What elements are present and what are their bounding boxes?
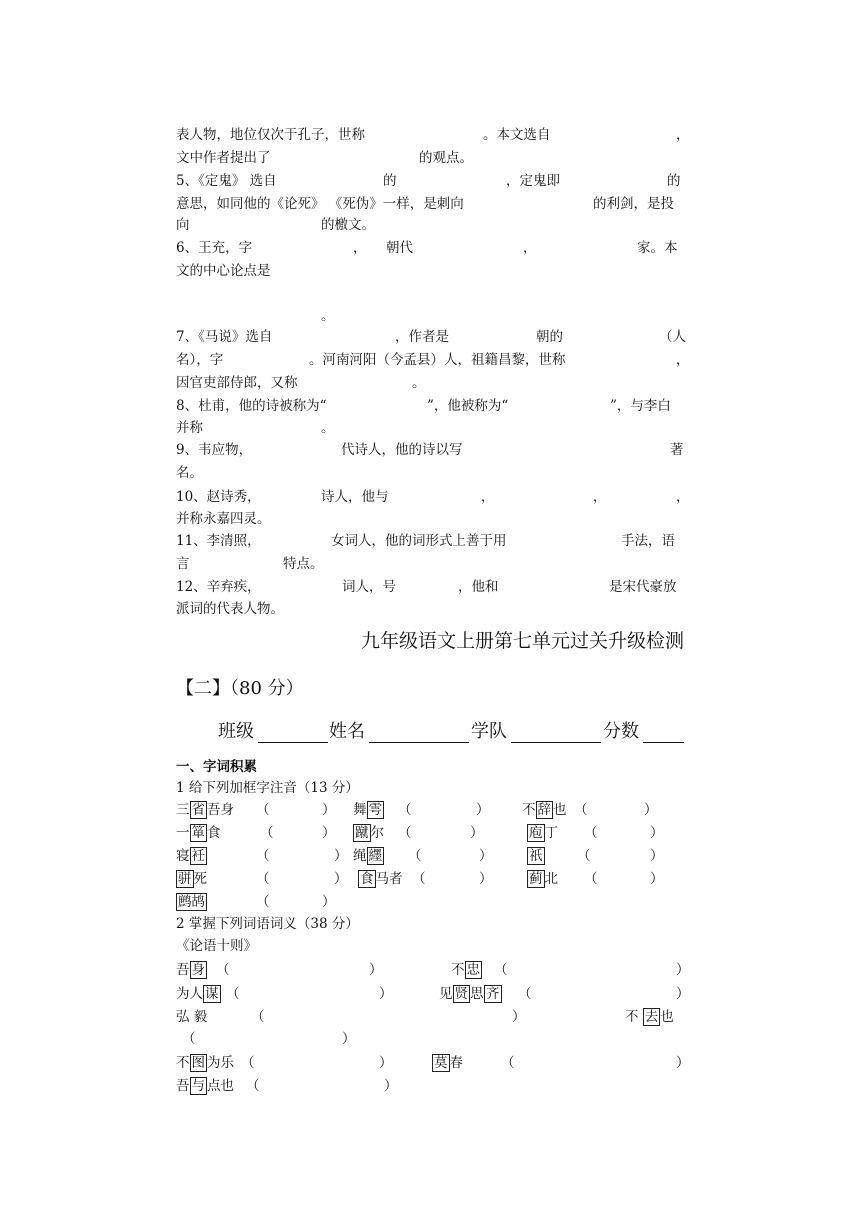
text-line bbox=[176, 237, 684, 259]
line-text: ”，他被称为“ bbox=[427, 398, 509, 414]
boxed-word: 绳 纆 bbox=[353, 848, 382, 864]
question-line bbox=[176, 891, 684, 913]
line-text: ） bbox=[322, 825, 336, 841]
line-text: ） bbox=[650, 825, 664, 841]
text-line bbox=[176, 170, 684, 192]
text-line bbox=[176, 147, 684, 169]
line-text: ） bbox=[379, 1055, 393, 1071]
text-line bbox=[176, 530, 684, 552]
line-text: （ bbox=[574, 802, 588, 818]
line-text: ”，与李白 bbox=[610, 398, 671, 414]
text-line bbox=[176, 395, 684, 417]
line-text: ，定鬼即 bbox=[506, 173, 560, 189]
boxed-char: 蓟 bbox=[529, 871, 543, 887]
line-text: （ bbox=[501, 1055, 515, 1071]
line-text: 名），字 bbox=[176, 352, 224, 368]
line-text: ） bbox=[322, 802, 336, 818]
line-text: 的檄文。 bbox=[321, 217, 375, 233]
line-text: 意思，如同他的《论死》 《死伪》一样，是刺向 bbox=[176, 196, 464, 212]
line-text: （ bbox=[216, 962, 230, 978]
line-text: ， bbox=[676, 352, 690, 368]
boxed-char: 纆 bbox=[368, 848, 382, 864]
text-line bbox=[176, 462, 684, 484]
boxed-char: 省 bbox=[191, 802, 205, 818]
question-line bbox=[176, 935, 684, 957]
line-text: 女词人，他的词形式上善于用 bbox=[331, 533, 507, 549]
text-line bbox=[176, 372, 684, 394]
question-line bbox=[176, 913, 684, 935]
class-blank[interactable] bbox=[258, 742, 328, 743]
line-text: ） bbox=[470, 825, 484, 841]
line-text: 的 bbox=[383, 173, 397, 189]
line-text: ， bbox=[676, 127, 690, 143]
class-label: 班级 bbox=[218, 721, 254, 742]
line-text: ） bbox=[676, 1055, 690, 1071]
line-text: （ bbox=[241, 1055, 255, 1071]
line-text: 派词的代表人物。 bbox=[176, 601, 284, 617]
line-text: 。 bbox=[321, 308, 335, 324]
line-text: ， bbox=[523, 240, 537, 256]
text-line bbox=[176, 553, 684, 575]
line-text: 代诗人，他的诗以写 bbox=[341, 442, 463, 458]
question-line bbox=[176, 1006, 684, 1028]
line-text: （ bbox=[412, 871, 426, 887]
boxed-char: 箪 bbox=[191, 825, 205, 841]
line-text: ） bbox=[479, 871, 493, 887]
line-text: ，他和 bbox=[458, 579, 499, 595]
test-title: 九年级语文上册第七单元过关升级检测 bbox=[360, 630, 684, 652]
line-text: 名。 bbox=[176, 465, 203, 481]
line-text: ， bbox=[481, 489, 495, 505]
team-label: 学队 bbox=[471, 721, 507, 742]
line-text: 的观点。 bbox=[419, 150, 473, 166]
question-line bbox=[176, 959, 690, 981]
text-line bbox=[176, 486, 690, 508]
line-text: （ bbox=[226, 986, 240, 1002]
line-text: 并称永嘉四灵。 bbox=[176, 511, 271, 527]
line-text: 因官吏部侍郎，又称 bbox=[176, 375, 298, 391]
boxed-word: 不 图 为乐 bbox=[176, 1055, 234, 1071]
text-line bbox=[176, 124, 690, 146]
boxed-word bbox=[176, 891, 207, 913]
score-blank[interactable] bbox=[643, 742, 684, 743]
boxed-char: 雩 bbox=[368, 802, 382, 818]
line-text: ） bbox=[342, 1031, 356, 1047]
line-text: 8、杜甫，他的诗被称为“ bbox=[176, 398, 327, 414]
line-text: 表人物，地位仅次于孔子，世称 bbox=[176, 127, 365, 143]
boxed-char: 与 bbox=[191, 1078, 205, 1094]
boxed-word: 不 去 也 bbox=[625, 1009, 674, 1025]
line-text: ） bbox=[650, 871, 664, 887]
text-line bbox=[176, 439, 684, 461]
part1-heading: 一、字词积累 bbox=[176, 759, 257, 775]
boxed-word: 一 箪 食 bbox=[176, 825, 221, 841]
line-text: ， bbox=[676, 489, 690, 505]
line-text: （ bbox=[260, 825, 274, 841]
question-line bbox=[176, 845, 684, 867]
line-text: 。 bbox=[321, 420, 335, 436]
name-blank[interactable] bbox=[369, 742, 469, 743]
boxed-char: 骈 bbox=[178, 871, 192, 887]
line-text: 。河南河阳（今孟县）人，祖籍昌黎，世称 bbox=[309, 352, 566, 368]
line-text: ） bbox=[676, 962, 690, 978]
boxed-char: 齐 bbox=[486, 986, 500, 1002]
boxed-word: 庖 丁 bbox=[529, 825, 558, 841]
line-text: ） bbox=[476, 802, 490, 818]
boxed-word: 三 省 吾身 bbox=[176, 802, 234, 818]
line-text: 的利剑，是投 bbox=[593, 196, 674, 212]
line-text: ） bbox=[384, 1078, 398, 1094]
line-text: 言 bbox=[176, 556, 190, 572]
boxed-char: 鹧鸪 bbox=[178, 894, 205, 910]
text-line bbox=[176, 598, 684, 620]
line-text: （ bbox=[246, 1078, 260, 1094]
text-line bbox=[176, 305, 684, 327]
team-blank[interactable] bbox=[511, 742, 601, 743]
line-text: 。本文选自 bbox=[483, 127, 551, 143]
line-text: ， bbox=[593, 489, 607, 505]
section-label: 【二】（80 分） bbox=[176, 678, 304, 699]
line-text: 特点。 bbox=[283, 556, 324, 572]
line-text: （ bbox=[584, 871, 598, 887]
line-text: ） bbox=[369, 962, 383, 978]
line-text: 2 掌握下列词语词义（38 分） bbox=[176, 916, 359, 932]
boxed-word: 吾 与 点也 bbox=[176, 1078, 234, 1094]
line-text: 朝的 bbox=[536, 329, 563, 345]
line-text: 11、李清照， bbox=[176, 533, 261, 549]
line-text: ） bbox=[334, 871, 348, 887]
text-line bbox=[176, 349, 690, 371]
line-text: （ bbox=[256, 894, 270, 910]
line-text: ， bbox=[353, 240, 367, 256]
boxed-word: 蹴 尔 bbox=[355, 825, 384, 841]
line-text: （ bbox=[398, 802, 412, 818]
text-line bbox=[176, 508, 684, 530]
boxed-char: 衽 bbox=[191, 848, 205, 864]
boxed-word bbox=[484, 983, 502, 1005]
line-text: （ bbox=[398, 825, 412, 841]
text-line bbox=[176, 326, 684, 348]
line-text: （ bbox=[251, 1009, 265, 1025]
boxed-word: 骈 死 bbox=[178, 871, 207, 887]
boxed-char: 食 bbox=[360, 871, 374, 887]
line-text: 7、《马说》选自 bbox=[176, 329, 273, 345]
line-text: 文的中心论点是 bbox=[176, 263, 271, 279]
line-text: 家。本 bbox=[637, 240, 678, 256]
line-text: 1 给下列加框字注音（13 分） bbox=[176, 780, 359, 796]
boxed-char: 谋 bbox=[205, 986, 219, 1002]
boxed-word: 为人 谋 bbox=[176, 986, 219, 1002]
boxed-char: 图 bbox=[191, 1055, 205, 1071]
question-line bbox=[176, 1052, 690, 1074]
boxed-word: 不 辞 也 bbox=[522, 802, 567, 818]
line-text: 诗人，他与 bbox=[321, 489, 389, 505]
line-text: （ bbox=[494, 962, 508, 978]
text-line bbox=[176, 417, 684, 439]
line-text: 是宋代豪放 bbox=[609, 579, 677, 595]
text-line bbox=[176, 260, 684, 282]
boxed-char: 去 bbox=[644, 1009, 659, 1025]
line-text: （ bbox=[256, 848, 270, 864]
line-text: 。 bbox=[412, 375, 426, 391]
line-text: （ bbox=[577, 848, 591, 864]
boxed-word: 见 贤 思 bbox=[439, 986, 484, 1002]
line-text: 5、《定鬼》 选自 bbox=[176, 173, 277, 189]
question-line bbox=[176, 868, 684, 890]
boxed-word: 食 马者 bbox=[360, 871, 403, 887]
boxed-word: 蓟 北 bbox=[529, 871, 558, 887]
boxed-word: 不 忠 bbox=[451, 962, 480, 978]
boxed-char: 贤 bbox=[454, 986, 468, 1002]
line-text: 文中作者提出了 bbox=[176, 150, 271, 166]
line-text: 6、王充，字 bbox=[176, 240, 253, 256]
line-text: ） bbox=[512, 1009, 526, 1025]
line-text: 著 bbox=[670, 442, 684, 458]
line-text: （ bbox=[584, 825, 598, 841]
question-line bbox=[176, 777, 684, 799]
boxed-char: 忠 bbox=[466, 962, 480, 978]
line-text: 词人，号 bbox=[342, 579, 396, 595]
line-text: 手法，语 bbox=[621, 533, 675, 549]
boxed-char: 庖 bbox=[529, 825, 543, 841]
student-info-row bbox=[176, 717, 684, 747]
line-text: ） bbox=[644, 802, 658, 818]
line-text: ） bbox=[322, 894, 336, 910]
line-text: 并称 bbox=[176, 420, 203, 436]
text-line bbox=[176, 576, 684, 598]
boxed-word: 吾 身 bbox=[176, 962, 205, 978]
line-text: 朝代 bbox=[386, 240, 413, 256]
boxed-word: 寝 衽 bbox=[176, 848, 205, 864]
line-text: 向 bbox=[176, 217, 190, 233]
line-text: 10、赵诗秀， bbox=[176, 489, 261, 505]
line-text: 弘 毅 bbox=[176, 1009, 208, 1025]
line-text: ） bbox=[479, 848, 493, 864]
question-line bbox=[176, 1028, 684, 1050]
line-text: （ bbox=[518, 986, 532, 1002]
question-line bbox=[176, 822, 684, 844]
name-label: 姓名 bbox=[329, 721, 365, 742]
boxed-char: 蹴 bbox=[355, 825, 369, 841]
boxed-word: 舞 雩 bbox=[353, 802, 382, 818]
score-label: 分数 bbox=[603, 721, 639, 742]
question-line bbox=[176, 983, 690, 1005]
question-line bbox=[176, 799, 684, 821]
line-text: （人 bbox=[659, 329, 686, 345]
line-text: （ bbox=[256, 802, 270, 818]
line-text: ） bbox=[650, 848, 664, 864]
line-text: 《论语十则》 bbox=[176, 938, 257, 954]
line-text: ） bbox=[334, 848, 348, 864]
line-text: （ bbox=[256, 871, 270, 887]
question-line bbox=[176, 1075, 684, 1097]
line-text: ） bbox=[676, 986, 690, 1002]
line-text: ，作者是 bbox=[395, 329, 449, 345]
line-text: 9、韦应物， bbox=[176, 442, 253, 458]
line-text: （ bbox=[408, 848, 422, 864]
boxed-char: 身 bbox=[191, 962, 205, 978]
line-text: ） bbox=[379, 986, 393, 1002]
line-text: （ bbox=[182, 1031, 196, 1047]
text-line bbox=[176, 193, 684, 215]
text-line bbox=[176, 214, 684, 236]
boxed-char: 莫 bbox=[434, 1055, 448, 1071]
boxed-char: 祇 bbox=[529, 848, 543, 864]
boxed-char: 辞 bbox=[537, 802, 551, 818]
boxed-word bbox=[527, 845, 545, 867]
boxed-word: 莫 春 bbox=[434, 1055, 463, 1071]
line-text: 12、辛弃疾， bbox=[176, 579, 261, 595]
line-text: 的 bbox=[667, 173, 681, 189]
